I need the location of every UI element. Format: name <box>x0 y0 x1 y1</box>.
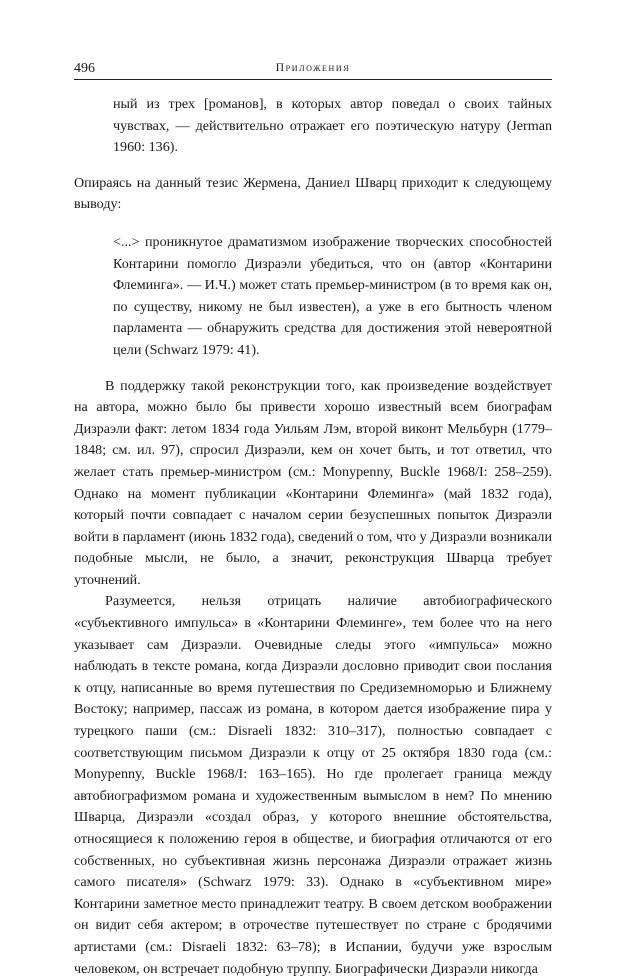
block-quote: <...> проникнутое драматизмом изображение творческих способностей Контарини помогло Дизраэли убедиться, что он (автор «Контарини Флеминга». — И.Ч.) может стать премьер-министром (в то время как он, по существу, никому не был известен), а уже в его бытность членом парламента — обнаружить средства для достижения этой невероятной цели (Schwarz 1979: 41). <box>113 233 552 358</box>
page-body <box>74 94 552 980</box>
paragraph: Разумеется, нельзя отрицать наличие автобиографического «субъективного импульса» в «Контарини Флеминге», тем более что на него указывает сам Дизраэли. Очевидные следы этого «импульса» можно наблюдать в тексте романа, когда Дизраэли дословно приводит свои послания к отцу, написанные во время путешествия по Средиземноморью и Ближнему Востоку; например, пассаж из романа, в котором дается изображение пира у турецкого паши (см.: Disraeli 1832: 310–317), полностью совпадает с соответствующим письмом Дизраэли к отцу от 25 октября 1830 года (см.: Monypenny, Buckle 1968/I: 163–165). Но где пролегает граница между автобиографизмом романа и художественным вымыслом в нем? По мнению Шварца, Дизраэли «создал образ, у которого внешние обстоятельства, относящиеся к положению героя в обществе, и биография отличаются от его собственных, но субъективная жизнь персонажа Дизраэли отражает жизнь самого писателя» (Schwarz 1979: 33). Однако в «субъективном мире» Контарини заметное место принадлежит театру. В своем детском воображении он видит себя актером; в отрочестве путешествует по стране с бродячими артистами (см.: Disraeli 1832: 63–78); в Испании, будучи уже взрослым человеком, он встречает подобную труппу. Биографически Дизраэли никогда <box>74 593 552 977</box>
paragraph-intro: Опираясь на данный тезис Жермена, Даниел Шварц приходит к следующему выводу: <box>74 174 552 213</box>
quote-continuation: ный из трех [романов], в которых автор поведал о своих тайных чувствах, — действительно отражает его поэтическую натуру (Jerman 1960: 136). <box>113 96 552 156</box>
paragraph: В поддержку такой реконструкции того, как произведение воздействует на автора, можно было бы привести хорошо известный всем биографам Дизраэли факт: летом 1834 года Уильям Лэм, второй виконт Мельбурн (1779–1848; см. ил. 97), спросил Дизраэли, кем он хочет быть, и тот ответил, что желает стать премьер-министром (см.: Monypenny, Buckle 1968/I: 258–259). Однако на момент публикации «Контарини Флеминга» (май 1832 года), который почти совпадает с началом серии безуспешных попыток Дизраэли войти в парламент (июнь 1832 года), сведений о том, что у Дизраэли возникали подобные мысли, не было, а значит, реконструкция Шварца требует уточнений. <box>74 377 552 588</box>
page-number: 496 <box>74 61 95 76</box>
page-header <box>74 57 552 80</box>
running-head: Приложения <box>275 62 351 74</box>
